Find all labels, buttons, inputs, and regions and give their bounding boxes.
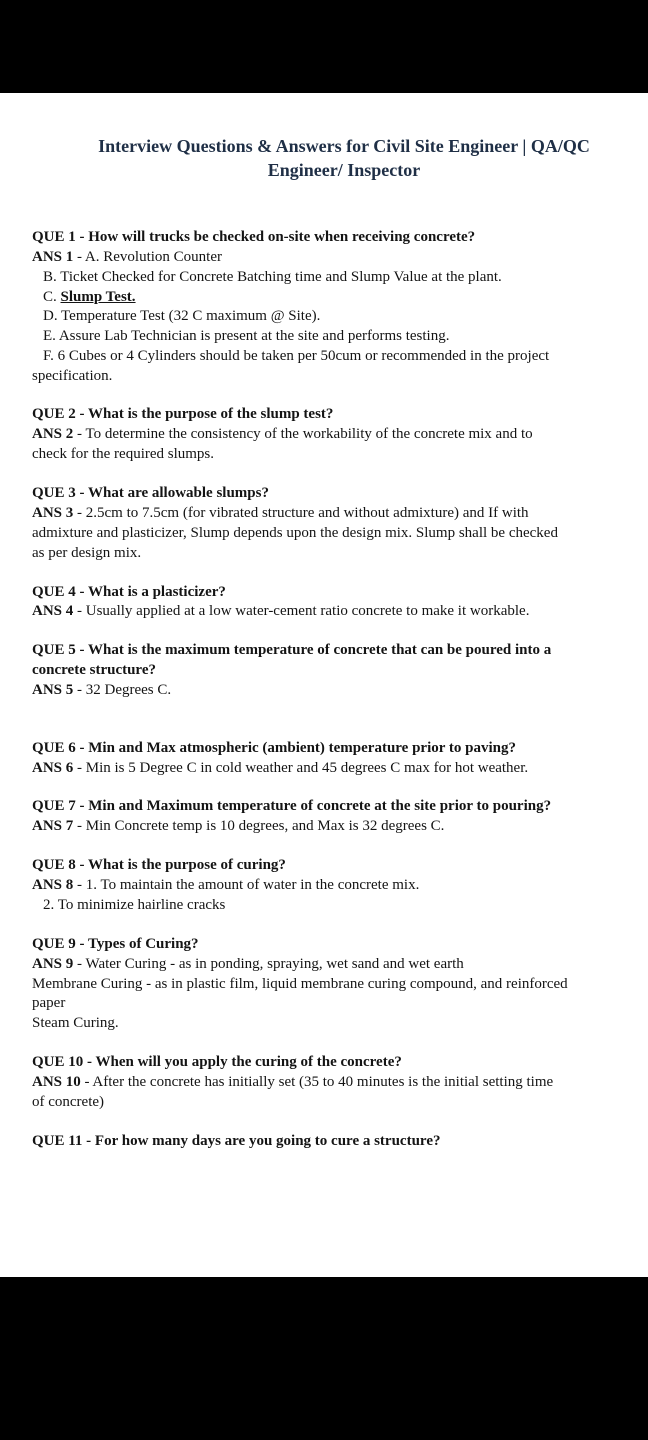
answer-1-b: B. Ticket Checked for Concrete Batching time and Slump Value at the plant. bbox=[43, 269, 502, 285]
title-line-2: Engineer/ Inspector bbox=[267, 160, 421, 180]
answer-9-cont-3: Steam Curing. bbox=[32, 1015, 119, 1031]
document-page bbox=[0, 93, 648, 1277]
answer-9-cont-2: paper bbox=[32, 995, 66, 1011]
slump-test-link[interactable]: Slump Test. bbox=[60, 289, 136, 305]
question-3: QUE 3 - What are allowable slumps? bbox=[32, 485, 269, 501]
answer-3-cont-2: as per design mix. bbox=[32, 545, 142, 561]
answer-text: - Water Curing - as in ponding, spraying, wet sand and wet earth bbox=[73, 956, 464, 972]
answer-1 bbox=[32, 247, 222, 267]
answer-text: - 2.5cm to 7.5cm (for vibrated structure and without admixture) and If with bbox=[73, 505, 529, 521]
answer-label: ANS 3 bbox=[32, 505, 74, 521]
answer-3-cont: admixture and plasticizer, Slump depends upon the design mix. Slump shall be checked bbox=[32, 525, 558, 541]
question-9: QUE 9 - Types of Curing? bbox=[32, 936, 199, 952]
answer-label: ANS 4 bbox=[32, 603, 74, 619]
answer-10 bbox=[32, 1072, 553, 1092]
answer-1-e: E. Assure Lab Technician is present at the site and performs testing. bbox=[43, 328, 450, 344]
question-7: QUE 7 - Min and Maximum temperature of concrete at the site prior to pouring? bbox=[32, 798, 552, 814]
page-title bbox=[40, 134, 648, 182]
answer-7 bbox=[32, 816, 444, 836]
answer-label: ANS 1 bbox=[32, 249, 74, 265]
answer-text: - Usually applied at a low water-cement ratio concrete to make it workable. bbox=[73, 603, 530, 619]
answer-1-c-prefix: C. bbox=[43, 289, 61, 305]
question-2: QUE 2 - What is the purpose of the slump test? bbox=[32, 406, 334, 422]
answer-text: - To determine the consistency of the workability of the concrete mix and to bbox=[73, 426, 533, 442]
answer-2 bbox=[32, 424, 533, 444]
question-5: QUE 5 - What is the maximum temperature of concrete that can be poured into a bbox=[32, 642, 552, 658]
question-4: QUE 4 - What is a plasticizer? bbox=[32, 584, 226, 600]
answer-label: ANS 10 bbox=[32, 1074, 81, 1090]
answer-text: - After the concrete has initially set (35 to 40 minutes is the initial setting time bbox=[80, 1074, 554, 1090]
answer-label: ANS 5 bbox=[32, 682, 74, 698]
answer-label: ANS 7 bbox=[32, 818, 74, 834]
answer-8 bbox=[32, 875, 419, 895]
answer-1-f-cont: specification. bbox=[32, 368, 113, 384]
question-8: QUE 8 - What is the purpose of curing? bbox=[32, 857, 286, 873]
answer-4 bbox=[32, 601, 529, 621]
answer-10-cont: of concrete) bbox=[32, 1094, 105, 1110]
question-5-cont: concrete structure? bbox=[32, 662, 156, 678]
answer-2-cont: check for the required slumps. bbox=[32, 446, 215, 462]
answer-1-d: D. Temperature Test (32 C maximum @ Site). bbox=[43, 308, 321, 324]
question-6: QUE 6 - Min and Max atmospheric (ambient) temperature prior to paving? bbox=[32, 740, 516, 756]
question-11: QUE 11 - For how many days are you going to cure a structure? bbox=[32, 1133, 441, 1149]
answer-label: ANS 2 bbox=[32, 426, 74, 442]
answer-5 bbox=[32, 680, 171, 700]
answer-9-cont: Membrane Curing - as in plastic film, liquid membrane curing compound, and reinforced bbox=[32, 976, 568, 992]
answer-1-c bbox=[43, 287, 136, 307]
answer-label: ANS 9 bbox=[32, 956, 74, 972]
answer-label: ANS 8 bbox=[32, 877, 74, 893]
answer-text: - 1. To maintain the amount of water in the concrete mix. bbox=[73, 877, 420, 893]
question-1: QUE 1 - How will trucks be checked on-site when receiving concrete? bbox=[32, 229, 476, 245]
answer-3 bbox=[32, 503, 529, 523]
answer-8-cont: 2. To minimize hairline cracks bbox=[43, 897, 226, 913]
answer-text: - A. Revolution Counter bbox=[73, 249, 223, 265]
question-10: QUE 10 - When will you apply the curing of the concrete? bbox=[32, 1054, 402, 1070]
answer-text: - 32 Degrees C. bbox=[73, 682, 172, 698]
title-line-1: Interview Questions & Answers for Civil Site Engineer | QA/QC bbox=[98, 136, 590, 156]
answer-6 bbox=[32, 758, 528, 778]
answer-1-f: F. 6 Cubes or 4 Cylinders should be taken per 50cum or recommended in the project bbox=[43, 348, 550, 364]
answer-text: - Min Concrete temp is 10 degrees, and Max is 32 degrees C. bbox=[73, 818, 445, 834]
answer-9 bbox=[32, 954, 464, 974]
answer-label: ANS 6 bbox=[32, 760, 74, 776]
answer-text: - Min is 5 Degree C in cold weather and 45 degrees C max for hot weather. bbox=[73, 760, 529, 776]
